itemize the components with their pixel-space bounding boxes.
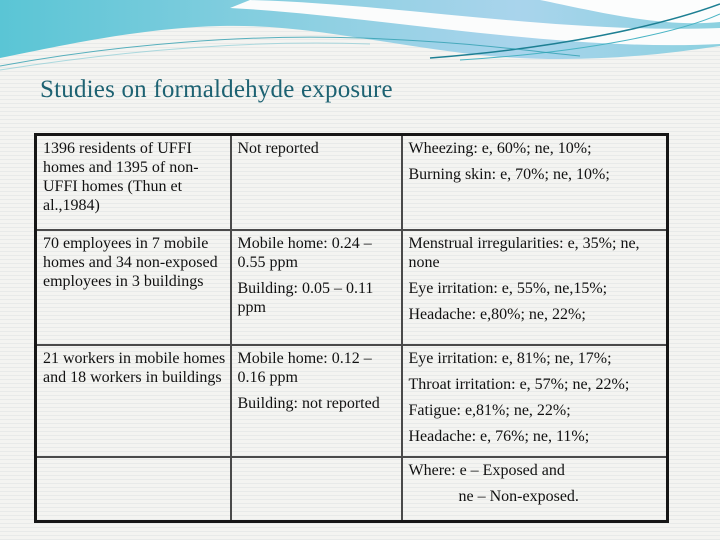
table-row	[36, 457, 668, 522]
cell-text: Building: 0.05 – 0.11 ppm	[237, 279, 374, 316]
cell-text: Fatigue: e,81%; ne, 22%;	[408, 401, 571, 419]
table-cell-effects	[402, 135, 668, 230]
table-row	[36, 345, 668, 457]
cell-text: Where: e – Exposed and	[408, 461, 565, 479]
cell-text: ne – Non-exposed.	[458, 487, 579, 505]
page-title: Studies on formaldehyde exposure	[40, 76, 393, 103]
table-cell-exposure	[231, 230, 402, 345]
studies-table	[34, 133, 669, 523]
table-cell-effects	[402, 230, 668, 345]
cell-text: Building: not reported	[237, 394, 380, 412]
table-row	[36, 135, 668, 230]
header-wave-decoration	[0, 0, 720, 130]
table-cell-study	[36, 345, 231, 457]
table-cell-effects	[402, 345, 668, 457]
cell-text: Eye irritation: e, 81%; ne, 17%;	[408, 349, 612, 367]
cell-text: Menstrual irregularities: e, 35%; ne, none	[408, 234, 640, 271]
table-cell-study	[36, 457, 231, 522]
cell-text: Burning skin: e, 70%; ne, 10%;	[408, 166, 610, 183]
table-cell-exposure	[231, 345, 402, 457]
table-row	[36, 230, 668, 345]
cell-text: Headache: e, 76%; ne, 11%;	[408, 427, 590, 445]
cell-text: 1396 residents of UFFI homes and 1395 of non-UFFI homes (Thun et al.,1984)	[43, 140, 199, 214]
table-cell-study	[36, 135, 231, 230]
cell-text: Eye irritation: e, 55%, ne,15%;	[408, 279, 608, 297]
cell-text: Headache: e,80%; ne, 22%;	[408, 305, 586, 323]
table-cell-exposure	[231, 457, 402, 522]
cell-text: Mobile home: 0.12 – 0.16 ppm	[237, 349, 372, 386]
cell-text: Throat irritation: e, 57%; ne, 22%;	[408, 375, 630, 393]
table-cell-exposure	[231, 135, 402, 230]
cell-text: 21 workers in mobile homes and 18 workers in buildings	[43, 349, 226, 386]
cell-text: Mobile home: 0.24 – 0.55 ppm	[237, 234, 372, 271]
cell-text: Not reported	[237, 140, 319, 157]
table-cell-study	[36, 230, 231, 345]
cell-text: Wheezing: e, 60%; ne, 10%;	[408, 140, 592, 157]
cell-text: 70 employees in 7 mobile homes and 34 non-exposed employees in 3 buildings	[43, 234, 218, 290]
table-cell-effects	[402, 457, 668, 522]
